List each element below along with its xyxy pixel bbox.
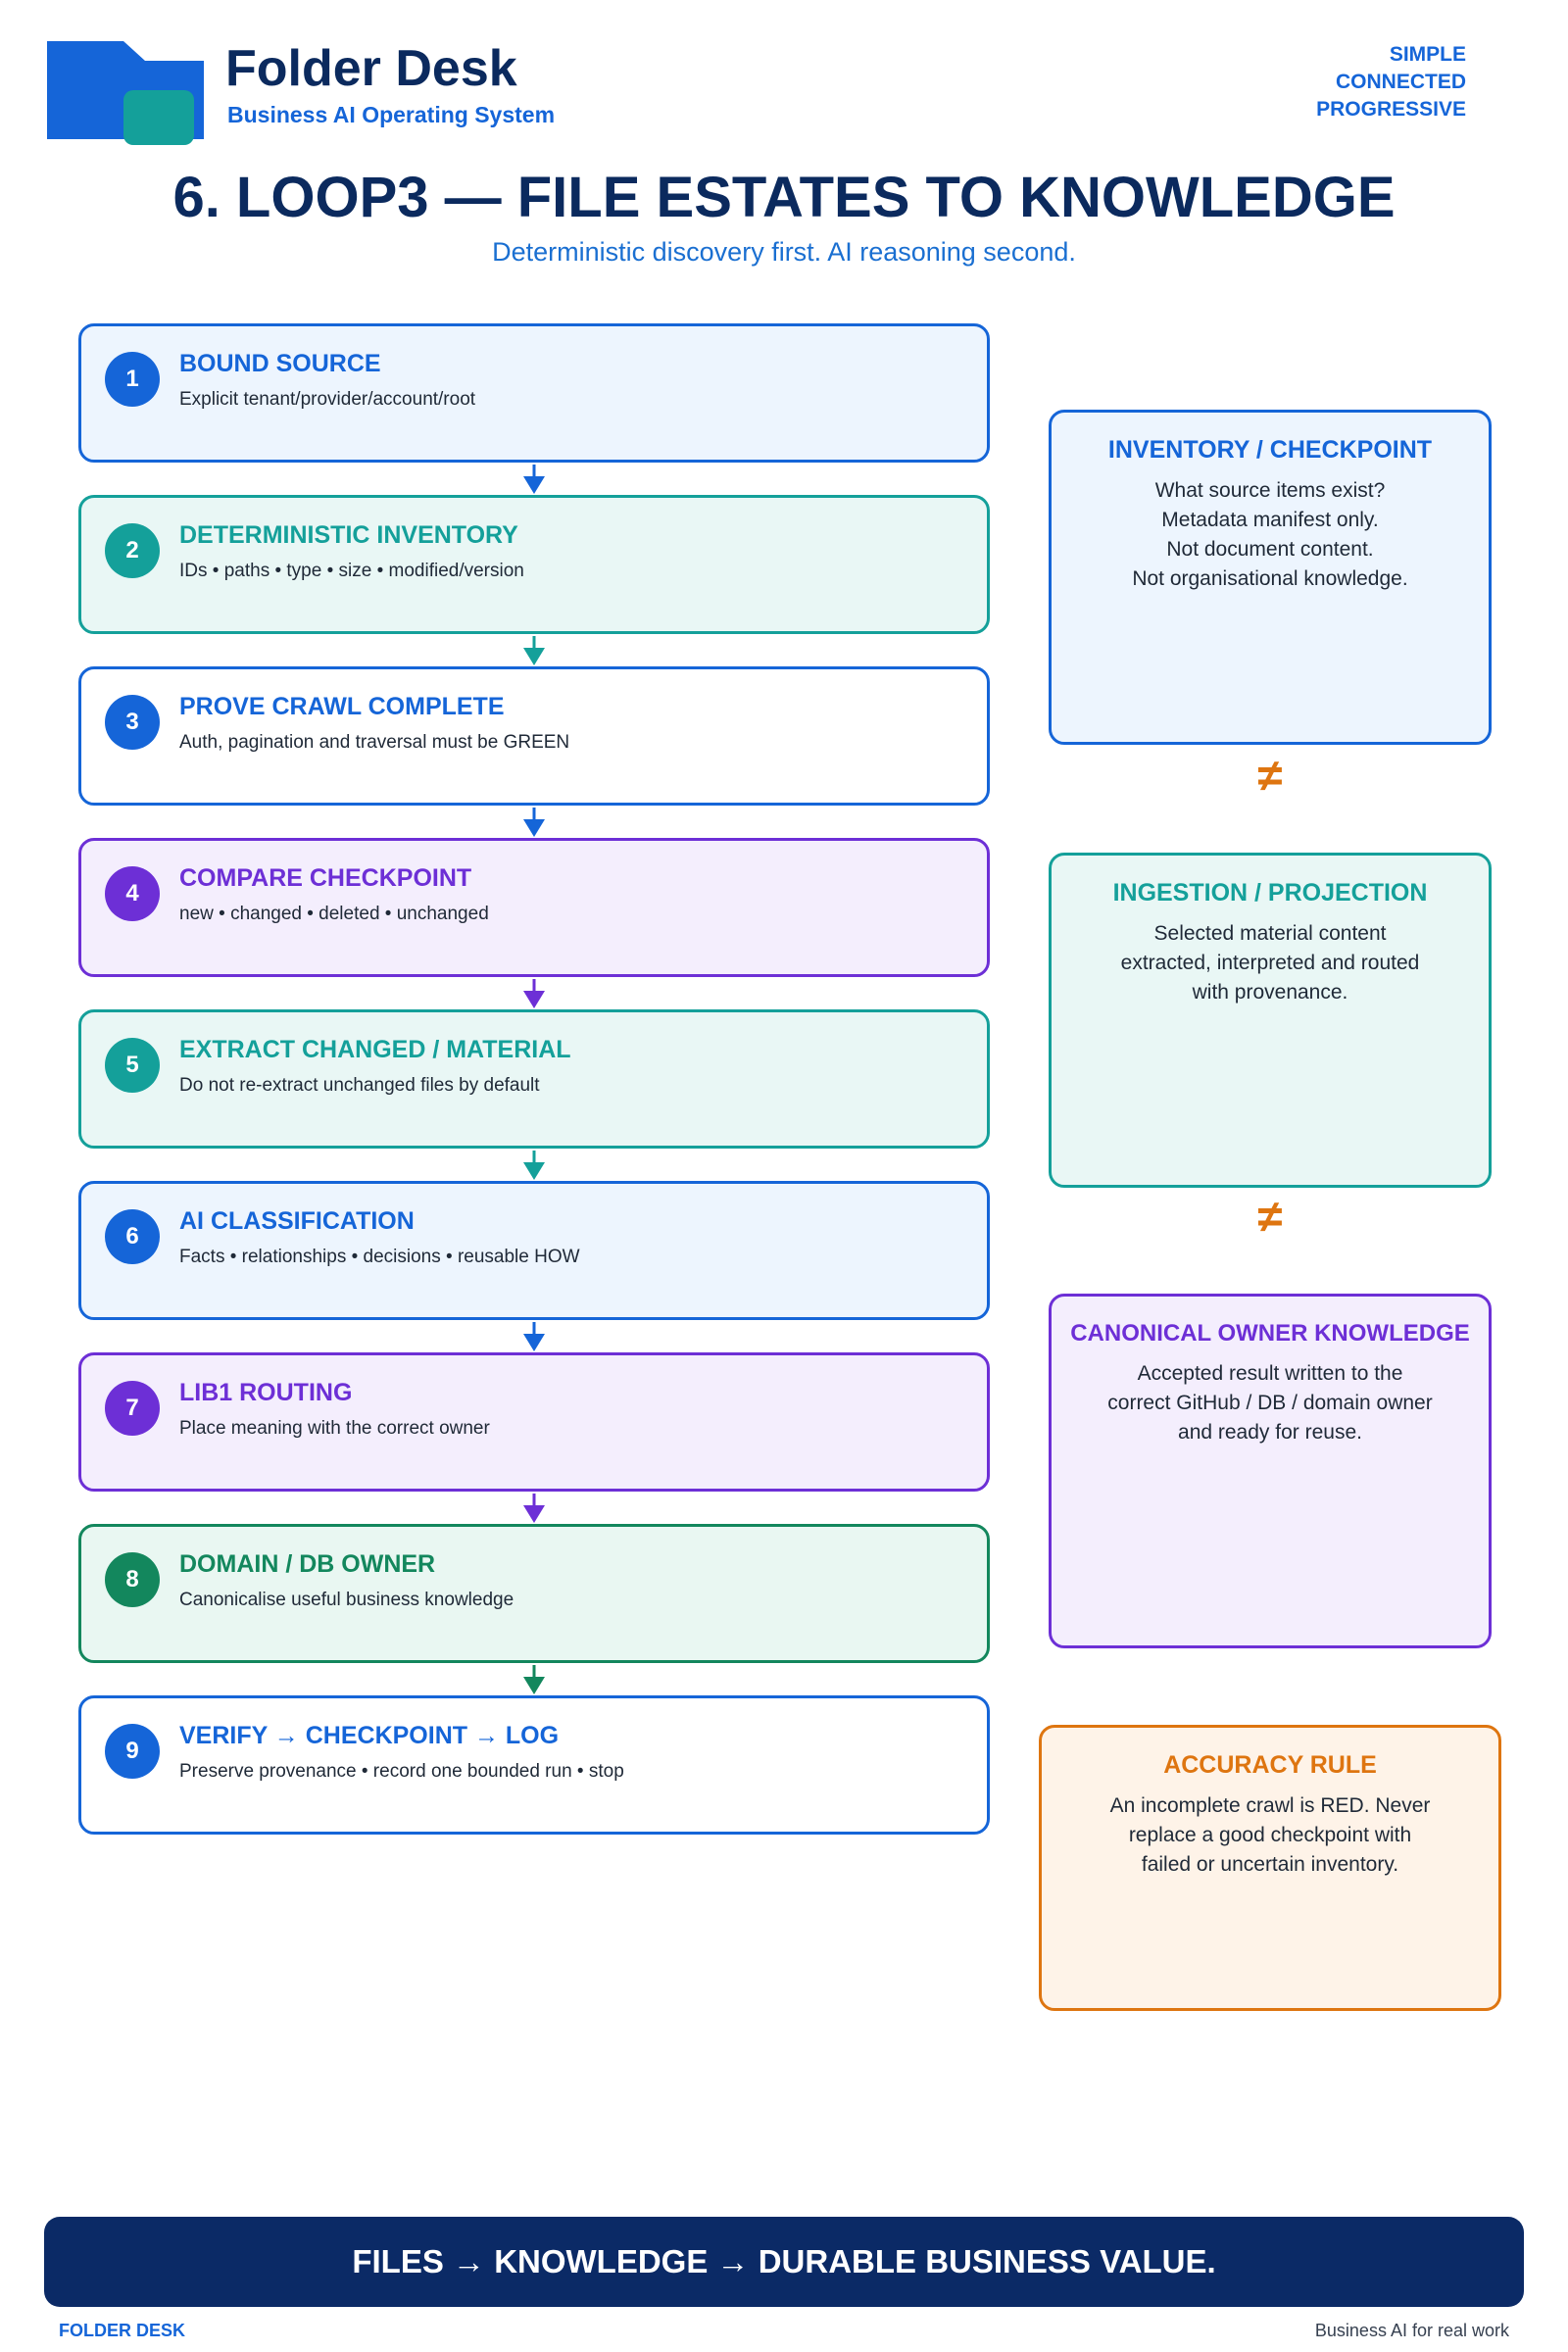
step-title: AI CLASSIFICATION xyxy=(179,1207,415,1235)
panel-line: extracted, interpreted and routed xyxy=(1120,952,1420,974)
step-number-badge: 1 xyxy=(105,352,160,407)
panel-line: What source items exist? xyxy=(1154,479,1386,502)
footer-brand: FOLDER DESK xyxy=(59,2321,186,2340)
tagline-word: SIMPLE xyxy=(1389,43,1466,66)
step-description: Do not re-extract unchanged files by default xyxy=(179,1075,540,1096)
panel-line: correct GitHub / DB / domain owner xyxy=(1107,1392,1433,1414)
panel-line: An incomplete crawl is RED. Never xyxy=(1109,1794,1431,1817)
step-number-badge: 7 xyxy=(105,1381,160,1436)
not-equal-icon: ≠ xyxy=(1257,1191,1283,1242)
panel-title: INGESTION / PROJECTION xyxy=(1112,879,1428,906)
down-arrow-icon xyxy=(522,1322,546,1351)
panel-body xyxy=(1052,919,1489,1007)
step-card-2 xyxy=(78,495,990,634)
accuracy-rule-panel xyxy=(1039,1725,1501,2011)
step-description: IDs • paths • type • size • modified/version xyxy=(179,561,524,581)
inventory-checkpoint-panel xyxy=(1049,410,1492,745)
step-description: Explicit tenant/provider/account/root xyxy=(179,389,476,410)
tagline xyxy=(1316,41,1466,123)
footer-tagline: Business AI for real work xyxy=(1314,2321,1509,2340)
brand-title: Folder Desk xyxy=(225,40,517,97)
tagline-word: CONNECTED xyxy=(1335,71,1466,93)
step-description: new • changed • deleted • unchanged xyxy=(179,904,489,924)
page-subtitle: Deterministic discovery first. AI reasoning second. xyxy=(492,237,1076,267)
panel-title: INVENTORY / CHECKPOINT xyxy=(1107,436,1433,464)
step-number-badge: 8 xyxy=(105,1552,160,1607)
page-title: 6. LOOP3 — FILE ESTATES TO KNOWLEDGE xyxy=(172,166,1396,229)
step-description: Preserve provenance • record one bounded run • stop xyxy=(179,1761,624,1782)
panel-line: Not document content. xyxy=(1166,538,1374,561)
down-arrow-icon xyxy=(522,979,546,1008)
step-title: COMPARE CHECKPOINT xyxy=(179,864,472,892)
not-equal-icon: ≠ xyxy=(1257,750,1283,801)
step-title: BOUND SOURCE xyxy=(179,350,381,377)
panel-line: Selected material content xyxy=(1153,922,1387,945)
step-number-badge: 9 xyxy=(105,1724,160,1779)
down-arrow-icon xyxy=(522,1151,546,1180)
step-description: Place meaning with the correct owner xyxy=(179,1418,490,1439)
step-title: VERIFY → CHECKPOINT → LOG xyxy=(179,1722,560,1749)
step-title: PROVE CRAWL COMPLETE xyxy=(179,693,505,720)
step-card-8 xyxy=(78,1524,990,1663)
panel-line: Accepted result written to the xyxy=(1137,1362,1403,1385)
panel-body xyxy=(1042,1791,1498,1880)
panel-line: Not organisational knowledge. xyxy=(1132,567,1408,590)
step-number-badge: 5 xyxy=(105,1038,160,1093)
down-arrow-icon xyxy=(522,636,546,665)
panel-line: with provenance. xyxy=(1192,981,1348,1004)
step-card-6 xyxy=(78,1181,990,1320)
tagline-word: PROGRESSIVE xyxy=(1316,98,1466,121)
step-description: Canonicalise useful business knowledge xyxy=(179,1590,514,1610)
down-arrow-icon xyxy=(522,465,546,494)
panel-body xyxy=(1052,1359,1489,1447)
step-card-4 xyxy=(78,838,990,977)
panel-title: ACCURACY RULE xyxy=(1163,1751,1377,1779)
panel-title: CANONICAL OWNER KNOWLEDGE xyxy=(1070,1320,1470,1347)
panel-line: replace a good checkpoint with xyxy=(1128,1824,1412,1846)
step-card-7 xyxy=(78,1352,990,1492)
step-card-1 xyxy=(78,323,990,463)
panel-body xyxy=(1052,476,1489,594)
panel-line: failed or uncertain inventory. xyxy=(1141,1853,1399,1876)
panel-line: and ready for reuse. xyxy=(1178,1421,1362,1444)
step-number-badge: 3 xyxy=(105,695,160,750)
step-title: EXTRACT CHANGED / MATERIAL xyxy=(179,1036,571,1063)
step-description: Auth, pagination and traversal must be GREEN xyxy=(179,732,570,753)
step-title: LIB1 ROUTING xyxy=(179,1379,353,1406)
step-description: Facts • relationships • decisions • reusable HOW xyxy=(179,1247,580,1267)
step-title: DETERMINISTIC INVENTORY xyxy=(179,521,518,549)
step-number-badge: 6 xyxy=(105,1209,160,1264)
down-arrow-icon xyxy=(522,1665,546,1694)
step-number-badge: 4 xyxy=(105,866,160,921)
down-arrow-icon xyxy=(522,1494,546,1523)
step-title: DOMAIN / DB OWNER xyxy=(179,1550,436,1578)
ingestion-projection-panel xyxy=(1049,853,1492,1188)
brand-subtitle: Business AI Operating System xyxy=(227,102,556,127)
panel-line: Metadata manifest only. xyxy=(1161,509,1379,531)
step-card-9 xyxy=(78,1695,990,1835)
step-card-3 xyxy=(78,666,990,806)
down-arrow-icon xyxy=(522,808,546,837)
step-number-badge: 2 xyxy=(105,523,160,578)
step-card-5 xyxy=(78,1009,990,1149)
footer-banner: FILES → KNOWLEDGE → DURABLE BUSINESS VALUE. xyxy=(44,2217,1524,2307)
canonical-owner-panel xyxy=(1049,1294,1492,1648)
folder-logo-icon xyxy=(47,39,204,147)
